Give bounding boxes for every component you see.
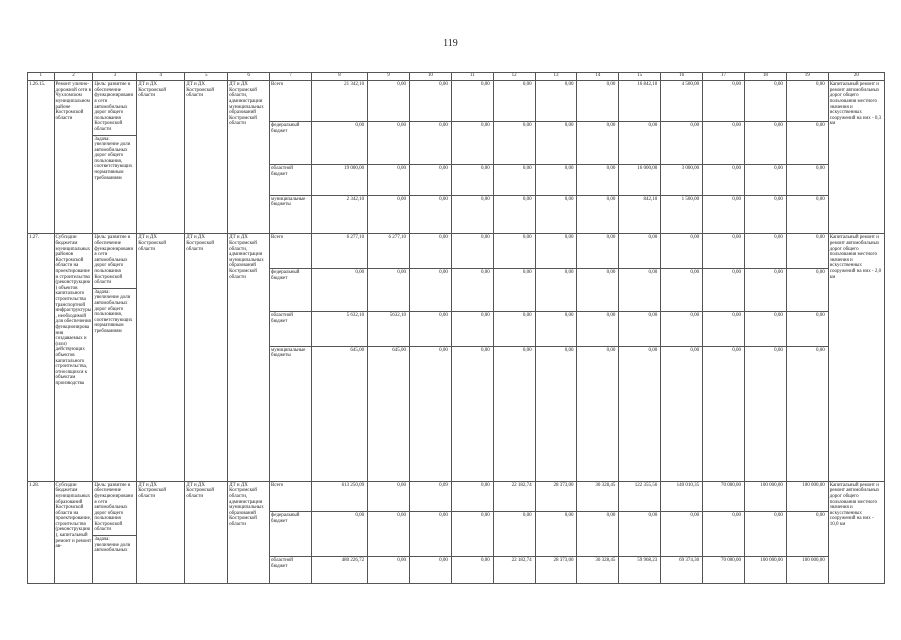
amount-cell: 0,00 — [661, 234, 703, 269]
header-cell: 8 — [311, 73, 367, 81]
header-cell: 11 — [451, 73, 493, 81]
header-cell: 18 — [744, 73, 786, 81]
amount-cell: 0,00 — [368, 164, 410, 195]
amount-cell: 0,00 — [368, 81, 410, 122]
task-text: Задача: увеличение доли автомобильных дорог общего пользования, соответствующих нормативным требованиям — [94, 289, 133, 334]
amount-cell: 0,00 — [577, 195, 619, 234]
participants-cell: ДТ и ДХ Костромской области, администрации муниципальных образований Костромской области — [228, 81, 270, 234]
divider — [93, 288, 136, 289]
amount-cell: 0,00 — [311, 512, 367, 557]
amount-cell: 0,00 — [786, 81, 828, 122]
amount-cell: 0,00 — [703, 195, 745, 234]
amount-cell: 613 250,09 — [311, 481, 367, 512]
amount-cell: 0,09 — [409, 481, 451, 512]
amount-cell: 0,00 — [409, 269, 451, 312]
coexecutor-cell: ДТ и ДХ Костромской области — [185, 81, 228, 234]
header-cell: 19 — [786, 73, 828, 81]
amount-cell: 0,00 — [577, 164, 619, 195]
amount-cell: 0,00 — [786, 122, 828, 165]
amount-cell: 0,00 — [619, 512, 661, 557]
row-name: Субсидии бюджетам муниципальных образований Костромской области на проектирование, строительство (реконструкцию), капитальный ремонт и ремонт ав- — [54, 481, 93, 583]
amount-cell: 0,00 — [786, 512, 828, 557]
amount-cell: 69 374,30 — [661, 557, 703, 584]
participants-cell: ДТ и ДХ Костромской области, администрации муниципальных образований Костромской области — [228, 481, 270, 583]
amount-cell: 0,00 — [786, 346, 828, 481]
amount-cell: 0,00 — [451, 122, 493, 165]
amount-cell: 0,00 — [535, 81, 577, 122]
amount-cell: 0,00 — [409, 234, 451, 269]
divider — [93, 535, 136, 536]
amount-cell: 0,00 — [703, 234, 745, 269]
amount-cell: 0,00 — [535, 164, 577, 195]
amount-cell: 0,00 — [703, 122, 745, 165]
amount-cell: 0,00 — [577, 81, 619, 122]
funding-source: Всего — [270, 481, 312, 512]
amount-cell: 0,00 — [535, 269, 577, 312]
amount-cell: 59 968,23 — [619, 557, 661, 584]
amount-cell: 0,00 — [744, 512, 786, 557]
goal-task-cell — [93, 481, 137, 583]
result-cell: Капитальный ремонт и ремонт автомобильных дорог общего пользования местного значения и искусственных сооружений на них - 10,0 км — [828, 481, 884, 583]
amount-cell: 0,00 — [451, 557, 493, 584]
amount-cell: 0,00 — [535, 346, 577, 481]
header-cell: 14 — [577, 73, 619, 81]
amount-cell: 0,00 — [451, 195, 493, 234]
amount-cell: 0,00 — [744, 234, 786, 269]
amount-cell: 0,00 — [368, 481, 410, 512]
amount-cell: 0,00 — [451, 269, 493, 312]
funding-source: областной бюджет — [270, 164, 312, 195]
amount-cell: 0,00 — [493, 234, 535, 269]
budget-table — [27, 72, 885, 584]
executor-cell: ДТ и ДХ Костромской области — [137, 481, 185, 583]
amount-cell: 0,00 — [493, 195, 535, 234]
amount-cell: 0,00 — [493, 512, 535, 557]
amount-cell: 0,00 — [744, 122, 786, 165]
amount-cell: 0,00 — [409, 122, 451, 165]
amount-cell: 0,00 — [661, 312, 703, 347]
amount-cell: 0,00 — [451, 481, 493, 512]
amount-cell: 0,00 — [703, 346, 745, 481]
amount-cell: 22 182,74 — [493, 557, 535, 584]
amount-cell: 16 000,00 — [619, 164, 661, 195]
amount-cell: 0,00 — [744, 269, 786, 312]
amount-cell: 0,00 — [451, 164, 493, 195]
funding-source: Всего — [270, 234, 312, 269]
amount-cell: 0,00 — [703, 164, 745, 195]
header-cell: 3 — [93, 73, 137, 81]
amount-cell: 0,00 — [535, 122, 577, 165]
amount-cell: 19 000,00 — [311, 164, 367, 195]
funding-source: областной бюджет — [270, 557, 312, 584]
amount-cell: 0,00 — [493, 269, 535, 312]
funding-source: муниципальные бюджеты — [270, 346, 312, 481]
amount-cell: 0,00 — [451, 81, 493, 122]
funding-source: Всего — [270, 81, 312, 122]
goal-text: Цель: развитие и обеспечение функционирования сети автомобильных дорог общего пользования Костромской области — [94, 82, 134, 132]
header-cell: 4 — [137, 73, 185, 81]
table-row — [28, 81, 885, 122]
amount-cell: 6 277,10 — [311, 234, 367, 269]
amount-cell: 100 000,00 — [744, 557, 786, 584]
amount-cell: 0,00 — [786, 164, 828, 195]
amount-cell: 0,00 — [661, 512, 703, 557]
amount-cell: 0,00 — [703, 81, 745, 122]
amount-cell: 21 342,10 — [311, 81, 367, 122]
amount-cell: 0,00 — [451, 234, 493, 269]
amount-cell: 140 010,35 — [661, 481, 703, 512]
amount-cell: 0,00 — [619, 122, 661, 165]
amount-cell: 0,00 — [368, 122, 410, 165]
amount-cell: 5 632,10 — [311, 312, 367, 347]
amount-cell: 30 328,45 — [577, 481, 619, 512]
row-id: 1.28. — [28, 481, 55, 583]
header-cell: 10 — [409, 73, 451, 81]
amount-cell: 0,00 — [451, 346, 493, 481]
amount-cell: 0,00 — [493, 81, 535, 122]
amount-cell: 30 328,45 — [577, 557, 619, 584]
coexecutor-cell: ДТ и ДХ Костромской области — [185, 481, 228, 583]
amount-cell: 28 373,00 — [535, 481, 577, 512]
amount-cell: 0,00 — [744, 312, 786, 347]
goal-text: Цель: развитие и обеспечение функционирования сети автомобильных дорог общего пользования Костромской области — [94, 482, 134, 533]
divider — [93, 135, 136, 136]
amount-cell: 0,00 — [368, 269, 410, 312]
amount-cell: 100 000,00 — [786, 481, 828, 512]
task-text: Задача: увеличение доли автомобильных — [94, 537, 131, 554]
header-cell: 1 — [28, 73, 55, 81]
amount-cell: 0,00 — [535, 312, 577, 347]
executor-cell: ДТ и ДХ Костромской области — [137, 81, 185, 234]
amount-cell: 0,00 — [409, 557, 451, 584]
amount-cell: 0,00 — [703, 269, 745, 312]
amount-cell: 28 373,00 — [535, 557, 577, 584]
amount-cell: 0,00 — [409, 512, 451, 557]
goal-task-cell — [93, 234, 137, 481]
amount-cell: 0,00 — [577, 346, 619, 481]
amount-cell: 0,00 — [786, 312, 828, 347]
amount-cell: 0,00 — [619, 234, 661, 269]
amount-cell: 0,00 — [368, 512, 410, 557]
amount-cell: 0,00 — [368, 557, 410, 584]
amount-cell: 0,00 — [786, 195, 828, 234]
amount-cell: 0,00 — [409, 346, 451, 481]
header-cell: 15 — [619, 73, 661, 81]
amount-cell: 2 342,10 — [311, 195, 367, 234]
amount-cell: 0,00 — [409, 81, 451, 122]
header-cell: 5 — [185, 73, 228, 81]
amount-cell: 0,00 — [577, 512, 619, 557]
amount-cell: 0,00 — [311, 122, 367, 165]
amount-cell: 0,00 — [661, 269, 703, 312]
coexecutor-cell: ДТ и ДХ Костромской области — [185, 234, 228, 481]
funding-source: федеральный бюджет — [270, 269, 312, 312]
amount-cell: 0,00 — [368, 195, 410, 234]
amount-cell: 0,00 — [493, 164, 535, 195]
header-cell: 17 — [703, 73, 745, 81]
header-cell: 13 — [535, 73, 577, 81]
participants-cell: ДТ и ДХ Костромской области, администрации муниципальных образований Костромской области — [228, 234, 270, 481]
amount-cell: 0,00 — [535, 512, 577, 557]
row-id: 1.26.15. — [28, 81, 55, 234]
header-cell: 20 — [828, 73, 884, 81]
amount-cell: 16 842,10 — [619, 81, 661, 122]
amount-cell: 0,00 — [409, 312, 451, 347]
header-cell: 6 — [228, 73, 270, 81]
header-cell: 2 — [54, 73, 93, 81]
page-number: 119 — [443, 38, 458, 49]
amount-cell: 0,00 — [451, 512, 493, 557]
amount-cell: 0,00 — [786, 269, 828, 312]
amount-cell: 0,00 — [493, 346, 535, 481]
amount-cell: 0,00 — [409, 195, 451, 234]
amount-cell: 100 000,00 — [786, 557, 828, 584]
table-row — [28, 234, 885, 269]
header-cell: 16 — [661, 73, 703, 81]
row-id: 1.27. — [28, 234, 55, 481]
amount-cell: 122 355,56 — [619, 481, 661, 512]
amount-cell: 70 000,00 — [703, 481, 745, 512]
amount-cell: 645,00 — [368, 346, 410, 481]
amount-cell: 0,00 — [577, 122, 619, 165]
amount-cell: 0,00 — [451, 312, 493, 347]
funding-source: федеральный бюджет — [270, 122, 312, 165]
amount-cell: 842,10 — [619, 195, 661, 234]
amount-cell: 0,00 — [619, 312, 661, 347]
header-row — [28, 73, 885, 81]
executor-cell: ДТ и ДХ Костромской области — [137, 234, 185, 481]
result-cell: Капитальный ремонт и ремонт автомобильных дорог общего пользования местного значения и искусственных сооружений на них - 2,0 км — [828, 234, 884, 481]
amount-cell: 6 277,10 — [368, 234, 410, 269]
amount-cell: 0,00 — [619, 269, 661, 312]
header-cell: 7 — [270, 73, 312, 81]
amount-cell: 0,00 — [744, 81, 786, 122]
amount-cell: 0,00 — [493, 312, 535, 347]
row-name: Ремонт улично-дорожной сети в Чухломском муниципальном районе Костромской области — [54, 81, 93, 234]
amount-cell: 70 000,00 — [703, 557, 745, 584]
amount-cell: 0,00 — [661, 122, 703, 165]
amount-cell: 3 000,00 — [661, 164, 703, 195]
table-row — [28, 481, 885, 512]
row-name: Субсидии бюджетам муниципальных районов Костромской области на проектирование и строительство (реконструкцию) объектов капитального строительства транспортной инфраструктуры, необходимой для обеспечения функционирования создаваемых и (или) действующих объектов капитального строительства, относящихся к объектам производства — [54, 234, 93, 481]
amount-cell: 480 226,72 — [311, 557, 367, 584]
amount-cell: 0,00 — [577, 269, 619, 312]
funding-source: муниципальные бюджеты — [270, 195, 312, 234]
amount-cell: 0,00 — [744, 346, 786, 481]
amount-cell: 100 000,00 — [744, 481, 786, 512]
amount-cell: 22 182,74 — [493, 481, 535, 512]
amount-cell: 0,00 — [577, 234, 619, 269]
header-cell: 9 — [368, 73, 410, 81]
goal-task-cell — [93, 81, 137, 234]
amount-cell: 0,00 — [619, 346, 661, 481]
amount-cell: 0,00 — [703, 512, 745, 557]
amount-cell: 0,00 — [577, 312, 619, 347]
amount-cell: 0,00 — [311, 269, 367, 312]
header-cell: 12 — [493, 73, 535, 81]
funding-source: областной бюджет — [270, 312, 312, 347]
amount-cell: 645,00 — [311, 346, 367, 481]
amount-cell: 0,00 — [535, 195, 577, 234]
amount-cell: 0,00 — [744, 164, 786, 195]
amount-cell: 0,00 — [535, 234, 577, 269]
amount-cell: 0,00 — [493, 122, 535, 165]
amount-cell: 0,00 — [703, 312, 745, 347]
amount-cell: 0,00 — [409, 164, 451, 195]
amount-cell: 0,00 — [661, 346, 703, 481]
task-text: Задача: увеличение доли автомобильных дорог общего пользования, соответствующих нормативным требованиям — [94, 136, 133, 181]
result-cell: Капитальный ремонт и ремонт автомобильных дорог общего пользования местного значения и искусственных сооружений на них - 0,3 км — [828, 81, 884, 234]
amount-cell: 0,00 — [744, 195, 786, 234]
amount-cell: 0,00 — [786, 234, 828, 269]
funding-source: федеральный бюджет — [270, 512, 312, 557]
amount-cell: 4 500,00 — [661, 81, 703, 122]
amount-cell: 5632,10 — [368, 312, 410, 347]
goal-text: Цель: развитие и обеспечение функционирования сети автомобильных дорог общего пользования Костромской области — [94, 235, 134, 286]
amount-cell: 1 500,00 — [661, 195, 703, 234]
